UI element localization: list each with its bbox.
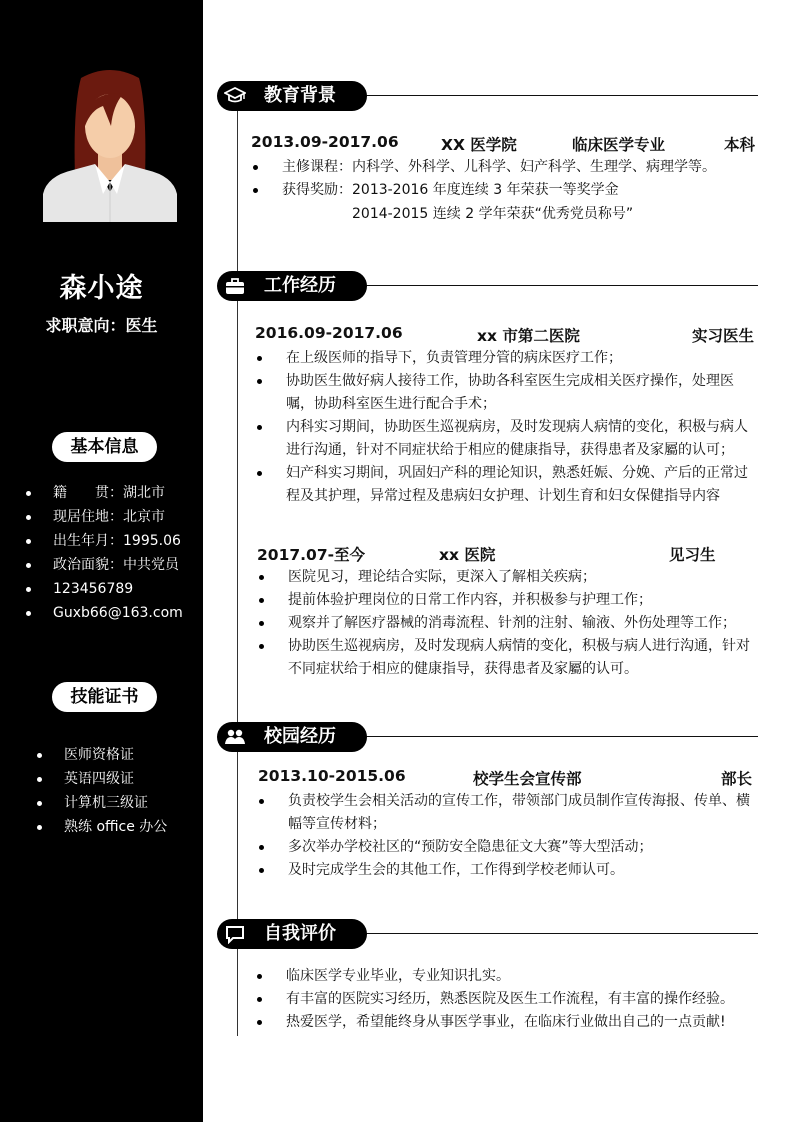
skill-item: 医师资格证 [37,743,167,767]
campus-role: 部长 [721,770,753,788]
awards-item: 获得奖励：2013-2016 年度连续 3 年荣获一等奖学金 [252,179,752,202]
email-item: Guxb66@163.com [26,601,183,625]
campus-period: 2013.10-2015.06 [258,767,406,785]
job-duties [258,566,758,681]
section-divider [357,285,758,286]
briefcase-icon [224,276,246,296]
skill-item: 英语四级证 [37,767,167,791]
timeline-line [237,110,238,1036]
section-title: 工作经历 [264,275,336,296]
section-tag [217,919,367,949]
job-org: xx 医院 [439,546,496,564]
duty-item: 妇产科实习期间，巩固妇产科的理论知识，熟悉妊娠、分娩、产后的正常过程及其护理，异常过程及患病妇女护理、计划生育和妇女保健指导内容 [256,462,756,508]
campus-section-header [217,722,758,752]
speech-bubble-icon [224,924,246,944]
education-school: XX 医学院 [441,136,517,154]
section-title: 教育背景 [264,85,336,106]
job-role: 见习生 [669,546,716,564]
self-evaluation-list [256,965,756,1034]
duty-item: 负责校学生会相关活动的宣传工作，带领部门成员制作宣传海报、传单、横幅等宣传材料； [258,790,758,836]
campus-org: 校学生会宣传部 [473,770,582,788]
section-tag [217,271,367,301]
duty-item: 及时完成学生会的其他工作，工作得到学校老师认可。 [258,859,758,882]
evaluation-item: 有丰富的医院实习经历，熟悉医院及医生工作流程，有丰富的操作经验。 [256,988,756,1011]
graduation-cap-icon [224,86,246,106]
skill-item: 熟练 office 办公 [37,815,167,839]
duty-item: 多次举办学校社区的“预防安全隐患征文大赛”等大型活动； [258,836,758,859]
job-role: 实习医生 [692,327,755,345]
skills-heading: 技能证书 [52,682,157,712]
skills-list [37,743,167,839]
duty-item: 内科实习期间，协助医生巡视病房，及时发现病人病情的变化，积极与病人进行沟通，针对不同症状给于相应的健康指导，获得患者及家屬的认可； [256,416,756,462]
awards-continuation: 2014-2015 连续 2 学年荣获“优秀党员称号” [352,206,634,222]
evaluation-item: 临床医学专业毕业，专业知识扎实。 [256,965,756,988]
duty-item: 在上级医师的指导下，负责管理分管的病床医疗工作； [256,347,756,370]
duty-item: 提前体验护理岗位的日常工作内容，并积极参与护理工作； [258,589,758,612]
section-divider [357,95,758,96]
section-divider [357,736,758,737]
section-tag [217,81,367,111]
job-period: 2017.07-至今 [257,546,366,564]
evaluation-item: 热爱医学，希望能终身从事医学事业，在临床行业做出自己的一点贡献! [256,1011,756,1034]
sidebar [0,0,203,1122]
section-title: 自我评价 [264,923,336,944]
hometown-item: 籍 贯：湖北市 [26,481,183,505]
self-section-header [217,919,758,949]
phone-item: 123456789 [26,577,183,601]
section-tag [217,722,367,752]
work-section-header [217,271,758,301]
residence-item: 现居住地：北京市 [26,505,183,529]
people-icon [224,727,246,747]
duty-item: 协助医生做好病人接待工作，协助各科室医生完成相关医疗操作，处理医嘱，协助科室医生进行配合手术； [256,370,756,416]
political-status-item: 政治面貌：中共党员 [26,553,183,577]
duty-item: 观察并了解医疗器械的消毒流程、针剂的注射、输液、外伤处理等工作； [258,612,758,635]
duty-item: 协助医生巡视病房，及时发现病人病情的变化，积极与病人进行沟通，针对不同症状给于相应的健康指导，获得患者及家屬的认可。 [258,635,758,681]
education-details [252,156,752,202]
section-title: 校园经历 [264,726,336,747]
avatar [43,66,177,222]
skill-item: 计算机三级证 [37,791,167,815]
duty-item: 医院见习，理论结合实际，更深入了解相关疾病； [258,566,758,589]
education-section-header [217,81,758,111]
job-intent: 求职意向：医生 [45,316,158,335]
education-period: 2013.09-2017.06 [251,133,399,151]
basic-info-heading: 基本信息 [52,432,157,462]
section-divider [357,933,758,934]
candidate-name: 森小途 [59,273,144,304]
education-degree: 本科 [724,136,756,154]
job-period: 2016.09-2017.06 [255,324,403,342]
campus-duties [258,790,758,882]
job-org: xx 市第二医院 [477,327,580,345]
basic-info-list [26,481,183,625]
education-major: 临床医学专业 [572,136,666,154]
birth-date-item: 出生年月：1995.06 [26,529,183,553]
job-duties [256,347,756,508]
courses-item: 主修课程：内科学、外科学、儿科学、妇产科学、生理学、病理学等。 [252,156,752,179]
